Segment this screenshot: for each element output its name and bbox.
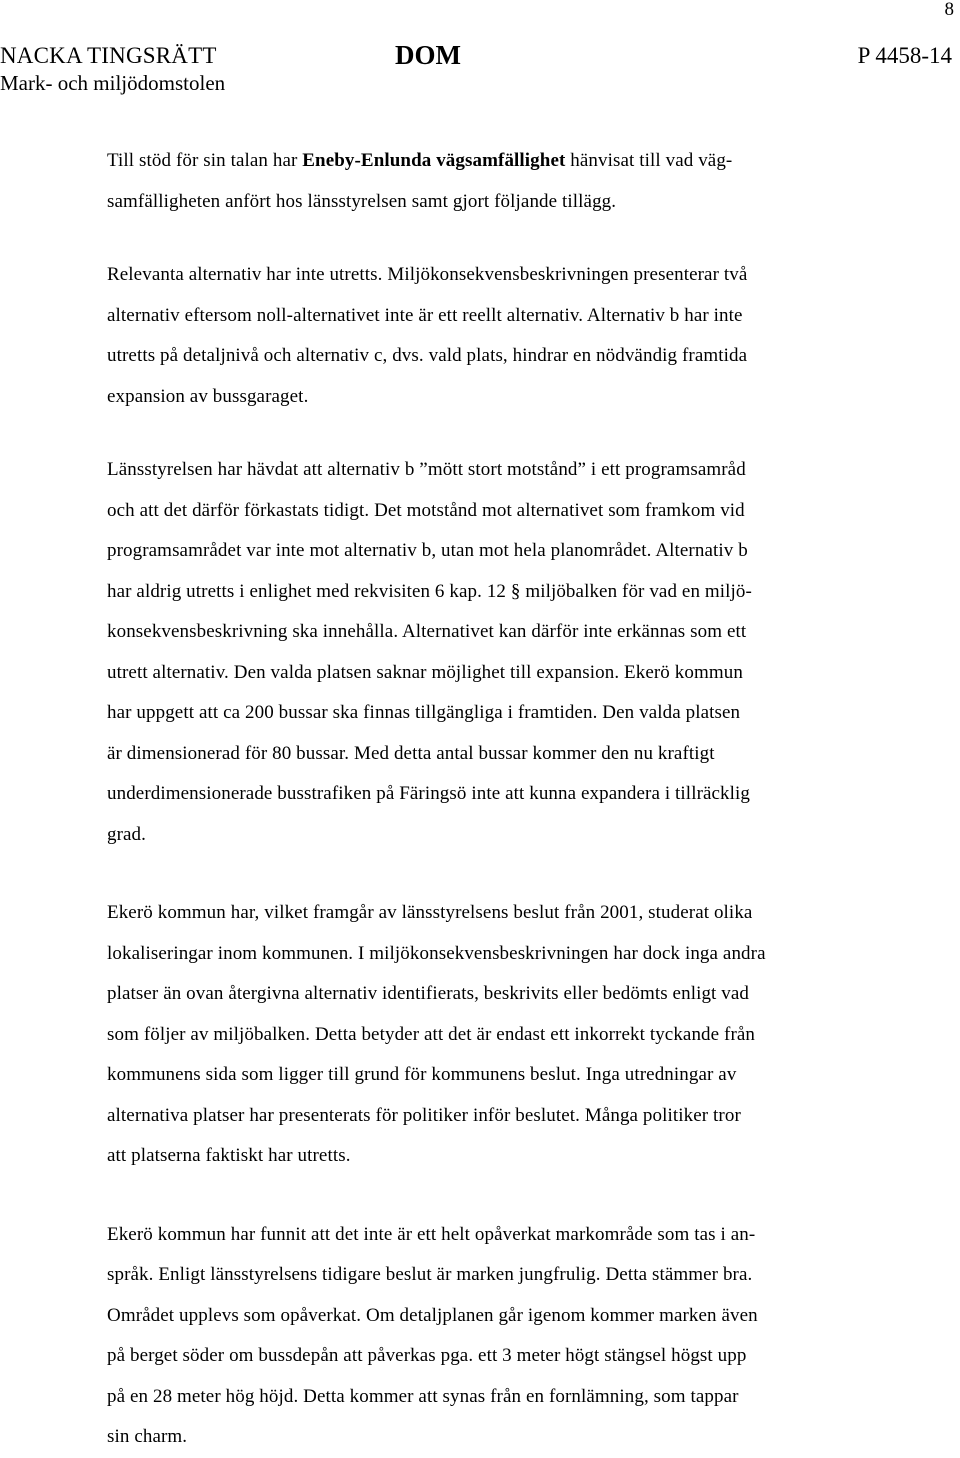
text-line (107, 141, 897, 182)
text-run: hänvisat till vad väg- (565, 150, 733, 171)
text-line: att platserna faktiskt har utretts. (107, 1145, 351, 1166)
paragraph-3 (107, 450, 897, 855)
text-line: har uppgett att ca 200 bussar ska finnas tillgängliga i framtiden. Den valda platsen (107, 702, 741, 723)
text-line: har aldrig utretts i enlighet med rekvisiten 6 kap. 12 § miljöbalken för vad en miljö- (107, 580, 752, 602)
text-line: Ekerö kommun har funnit att det inte är ett helt opåverkat markområde som tas i an- (107, 1223, 756, 1245)
text-line: Länsstyrelsen har hävdat att alternativ b ”mött stort motstånd” i ett programsamråd (107, 459, 746, 480)
text-line: på en 28 meter hög höjd. Detta kommer att synas från en fornlämning, som tappar (107, 1385, 739, 1407)
text-line: språk. Enligt länsstyrelsens tidigare beslut är marken jungfrulig. Detta stämmer bra. (107, 1264, 753, 1285)
text-line: kommunens sida som ligger till grund för kommunens beslut. Inga utredningar av (107, 1064, 737, 1085)
text-line: alternativ eftersom noll-alternativet inte är ett reellt alternativ. Alternativ b har inte (107, 304, 743, 326)
text-line: Ekerö kommun har, vilket framgår av länsstyrelsens beslut från 2001, studerat olika (107, 902, 753, 923)
text-line: utrett alternativ. Den valda platsen saknar möjlighet till expansion. Ekerö kommun (107, 661, 743, 683)
text-run: Till stöd för sin talan har (107, 150, 303, 171)
text-line: är dimensionerad för 80 bussar. Med detta antal bussar kommer den nu kraftigt (107, 742, 715, 764)
court-name: NACKA TINGSRÄTT (0, 43, 217, 68)
paragraph-2 (107, 255, 897, 417)
text-line: konsekvensbeskrivning ska innehålla. Alternativet kan därför inte erkännas som ett (107, 621, 747, 642)
text-line: Relevanta alternativ har inte utretts. Miljökonsekvensbeskrivningen presenterar två (107, 264, 748, 285)
text-line: lokaliseringar inom kommunen. I miljökonsekvensbeskrivningen har dock inga andra (107, 942, 766, 964)
text-line: som följer av miljöbalken. Detta betyder att det är endast ett inkorrekt tyckande från (107, 1023, 756, 1045)
text-line: alternativa platser har presenterats för politiker inför beslutet. Många politiker tror (107, 1104, 741, 1126)
text-line: och att det därför förkastats tidigt. Det motstånd mot alternativet som framkom vid (107, 499, 745, 521)
text-line: underdimensionerade busstrafiken på Färingsö inte att kunna expandera i tillräcklig (107, 783, 751, 804)
text-line: expansion av bussgaraget. (107, 385, 309, 407)
text-line: utretts på detaljnivå och alternativ c, dvs. vald plats, hindrar en nödvändig framtida (107, 345, 748, 366)
paragraph-5 (107, 1215, 897, 1458)
text-line: Området upplevs som opåverkat. Om detaljplanen går igenom kommer marken även (107, 1304, 758, 1326)
document-type: DOM (395, 40, 461, 70)
text-line: platser än ovan återgivna alternativ identifierats, beskrivits eller bedömts enligt vad (107, 983, 750, 1004)
page-number: 8 (944, 0, 954, 20)
text-line: programsamrådet var inte mot alternativ b, utan mot hela planområdet. Alternativ b (107, 540, 748, 561)
document-header (0, 40, 960, 103)
text-line: sin charm. (107, 1426, 188, 1447)
court-department: Mark- och miljödomstolen (0, 71, 226, 95)
text-line: grad. (107, 823, 147, 845)
text-line: samfälligheten anfört hos länsstyrelsen samt gjort följande tillägg. (107, 190, 617, 212)
paragraph-4 (107, 893, 897, 1177)
paragraph-1 (107, 141, 897, 222)
party-name: Eneby-Enlunda vägsamfällighet (302, 150, 566, 171)
text-line: på berget söder om bussdepån att påverkas pga. ett 3 meter högt stängsel högst upp (107, 1345, 747, 1366)
case-number: P 4458-14 (857, 43, 952, 68)
document-body (107, 141, 897, 1458)
